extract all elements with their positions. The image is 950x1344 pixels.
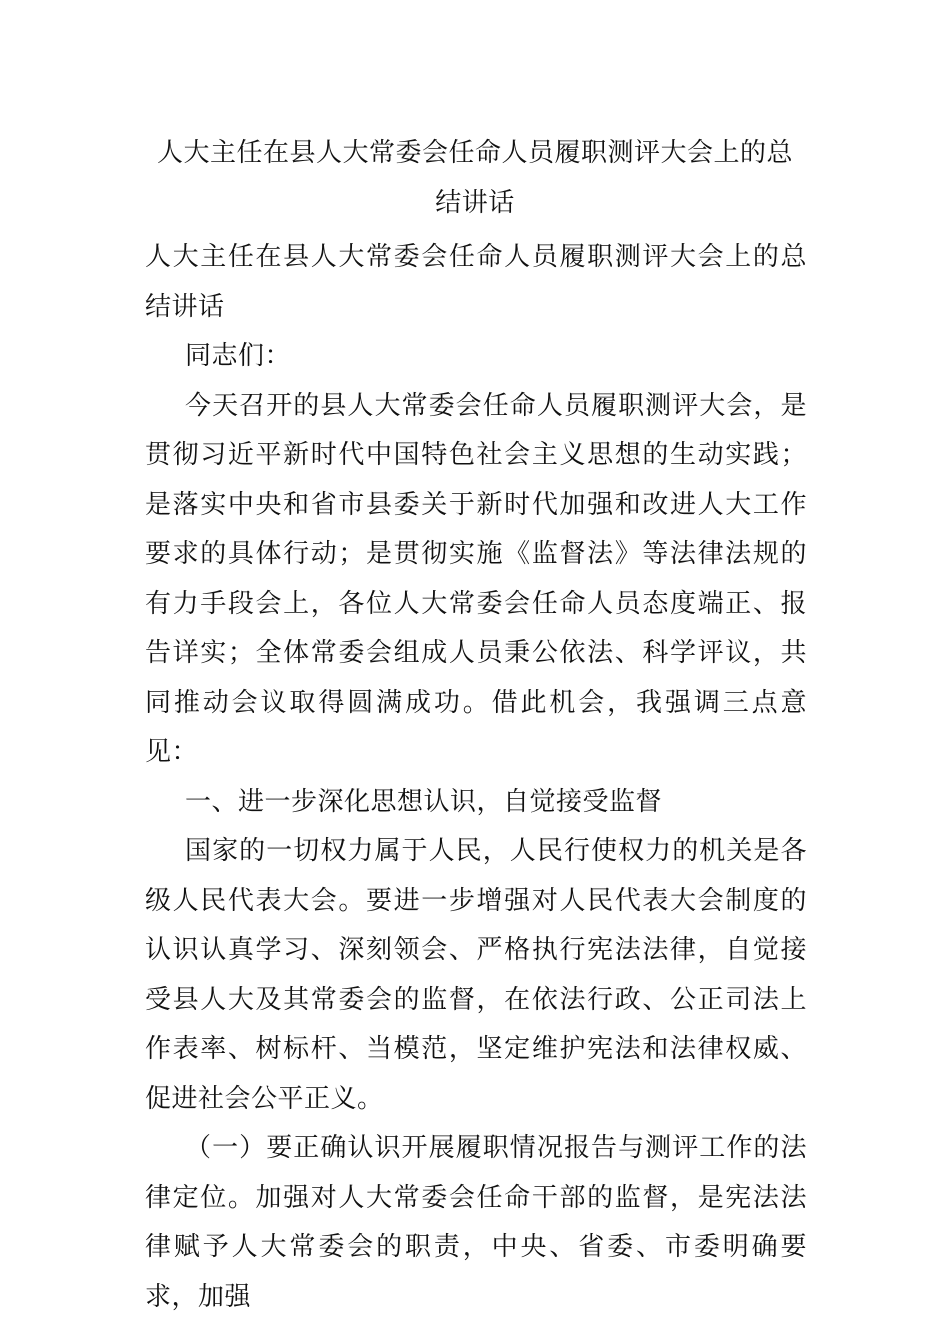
document-body: [145, 233, 807, 1322]
subsection-1-paragraph: （一）要正确认识开展履职情况报告与测评工作的法律定位。加强对人大常委会任命干部的监督，是宪法法律赋予人大常委会的职责，中央、省委、市委明确要求，加强: [145, 1133, 807, 1312]
salutation: 同志们：: [185, 341, 292, 371]
opening-paragraph: 今天召开的县人大常委会任命人员履职测评大会，是贯彻习近平新时代中国特色社会主义思想的生动实践；是落实中央和省市县委关于新时代加强和改进人大工作要求的具体行动；是贯彻实施《监督法》等法律法规的有力手段会上，各位人大常委会任命人员态度端正、报告详实；全体常委会组成人员秉公依法、科学评议，共同推动会议取得圆满成功。借此机会，我强调三点意见：: [145, 390, 807, 767]
heading-repeat: 人大主任在县人大常委会任命人员履职测评大会上的总结讲话: [145, 242, 807, 322]
section-1-heading: 一、进一步深化思想认识，自觉接受监督: [185, 786, 663, 817]
document-title: 人大主任在县人大常委会任命人员履职测评大会上的总结讲话: [156, 138, 793, 218]
section-1-paragraph: 国家的一切权力属于人民，人民行使权力的机关是各级人民代表大会。要进一步增强对人民代表大会制度的认识认真学习、深刻领会、严格执行宪法法律，自觉接受县人大及其常委会的监督，在依法行政、公正司法上作表率、树标杆、当模范，坚定维护宪法和法律权威、促进社会公平正义。: [145, 836, 807, 1114]
